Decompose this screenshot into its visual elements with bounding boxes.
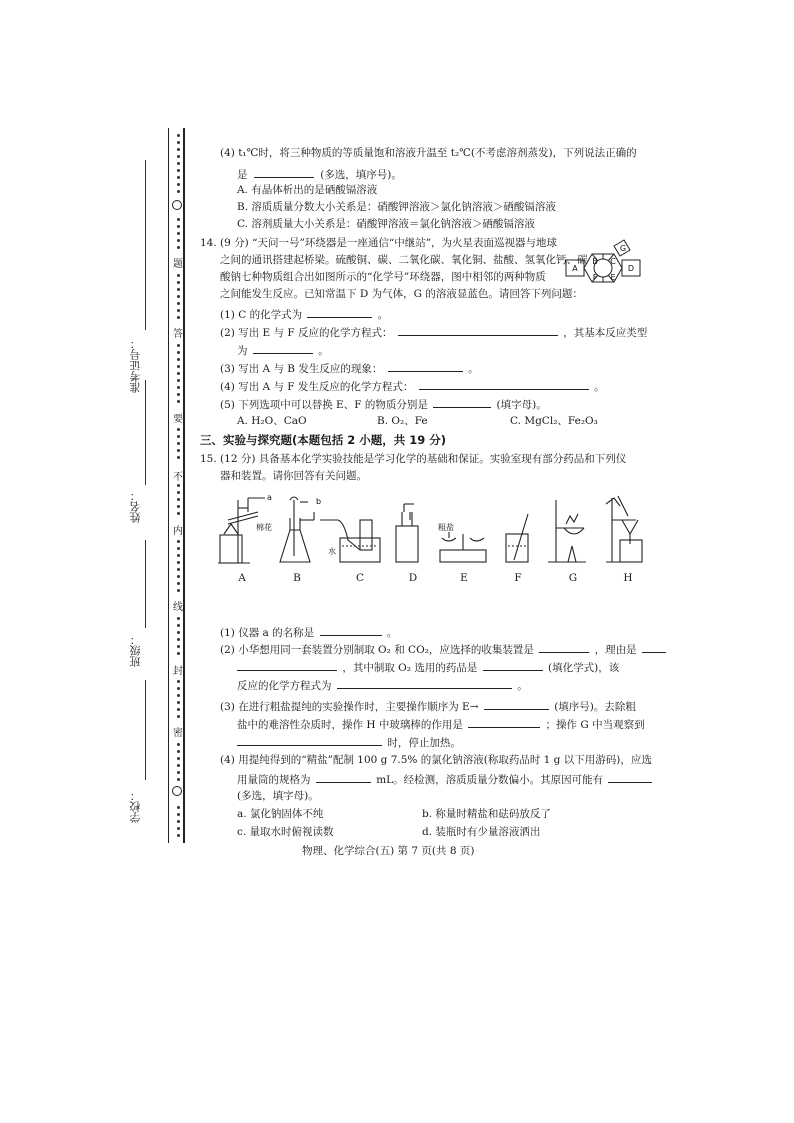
apparatus-g bbox=[548, 500, 586, 562]
seal-dot bbox=[177, 806, 180, 809]
seal-dot bbox=[177, 764, 180, 767]
seal-dot bbox=[177, 183, 180, 186]
seal-dot bbox=[177, 652, 180, 655]
q15-sub3-line3 bbox=[237, 734, 461, 750]
seal-dot bbox=[177, 547, 180, 550]
orbiter-diagram bbox=[562, 236, 644, 302]
seal-dot bbox=[177, 274, 180, 277]
seal-dot bbox=[177, 743, 180, 746]
q14-sub4-end: 。 bbox=[594, 381, 605, 393]
q15-sub2-text: (2) 小华想用同一套装置分别制取 O₂ 和 CO₂，应选择的收集装置是 bbox=[220, 644, 534, 656]
seal-dot bbox=[177, 134, 180, 137]
seal-dot bbox=[177, 449, 180, 452]
field-line-class[interactable] bbox=[145, 540, 146, 628]
apparatus-b bbox=[280, 497, 314, 562]
seal-dot bbox=[177, 757, 180, 760]
seal-dot bbox=[177, 498, 180, 501]
seal-dot bbox=[177, 827, 180, 830]
seal-dot bbox=[177, 456, 180, 459]
seal-char: 内 bbox=[173, 526, 183, 537]
apparatus-label: E bbox=[460, 572, 468, 584]
seal-circle-icon bbox=[172, 200, 182, 210]
q15-sub3-text: (3) 在进行粗盐提纯的实验操作时，主要操作顺序为 E→ bbox=[220, 701, 479, 713]
seal-dot bbox=[177, 624, 180, 627]
q14-sub2-cont bbox=[237, 342, 329, 358]
seal-dot bbox=[177, 561, 180, 564]
q15-sub2-reason-blank[interactable] bbox=[642, 641, 666, 653]
seal-dot bbox=[177, 694, 180, 697]
seal-dot bbox=[177, 589, 180, 592]
apparatus-f bbox=[506, 514, 528, 562]
section-heading: 三、实验与探究题(本题包括 2 小题，共 19 分) bbox=[200, 433, 447, 447]
seal-dot bbox=[177, 169, 180, 172]
seal-dot bbox=[177, 365, 180, 368]
q14-sub2-text: (2) 写出 E 与 F 反应的化学方程式： bbox=[220, 327, 393, 339]
diagram-label-g: G bbox=[619, 244, 627, 253]
q14-sub2-mid: ，其基本反应类型 bbox=[563, 327, 648, 339]
q15-sub4-cylinder-blank[interactable] bbox=[316, 771, 371, 783]
q15-sub2-line3 bbox=[237, 677, 528, 693]
q14-sub3-end: 。 bbox=[468, 363, 479, 375]
q15-choice-c: c. 量取水时俯视读数 bbox=[237, 826, 334, 838]
q14-sub1-end: 。 bbox=[377, 309, 389, 321]
diagram-label-d: D bbox=[627, 264, 635, 273]
seal-char: 封 bbox=[173, 666, 183, 677]
apparatus-e bbox=[440, 532, 486, 562]
q14-sub5-blank[interactable] bbox=[433, 396, 491, 408]
q15-sub3-order-blank[interactable] bbox=[484, 698, 549, 710]
q15-choice-a: a. 氯化钠固体不纯 bbox=[237, 808, 324, 820]
q15-sub2-formula-hint: (填化学式)，该 bbox=[548, 662, 620, 674]
seal-char: 要 bbox=[173, 414, 183, 425]
q14-sub3-blank[interactable] bbox=[388, 360, 463, 372]
field-line-school[interactable] bbox=[145, 680, 146, 780]
q14-sub2-type-blank[interactable] bbox=[253, 342, 313, 354]
seal-dot bbox=[177, 708, 180, 711]
q14-option-a: A. H₂O、CaO bbox=[237, 415, 307, 427]
seal-dot bbox=[177, 680, 180, 683]
q14-sub2-end: 。 bbox=[318, 345, 329, 357]
field-label-name: 姓名： bbox=[129, 490, 142, 523]
q14-sub4-blank[interactable] bbox=[419, 378, 589, 390]
q15-sub3-line1 bbox=[220, 698, 636, 714]
q15-intro-line1: 15. (12 分) 具备基本化学实验技能是学习化学的基础和保证。实验室现有部分药品和下列仪 bbox=[200, 453, 627, 465]
seal-dot bbox=[177, 701, 180, 704]
apparatus-label: H bbox=[623, 572, 633, 584]
diagram-label-f: F bbox=[592, 273, 598, 282]
seal-dot bbox=[177, 344, 180, 347]
seal-dot bbox=[177, 771, 180, 774]
seal-dot bbox=[177, 295, 180, 298]
apparatus-label: C bbox=[355, 572, 365, 584]
seal-dot bbox=[177, 435, 180, 438]
seal-dot bbox=[177, 687, 180, 690]
q15-choice-b: b. 称量时精盐和砝码放反了 bbox=[422, 808, 551, 820]
figure-label-cotton: 棉花 bbox=[256, 523, 272, 532]
seal-circle-icon bbox=[172, 786, 182, 796]
q14-stem-line1: 14. (9 分) “天问一号”环绕器是一座通信“中继站”，为火星表面巡视器与地球 bbox=[200, 237, 558, 249]
seal-dot bbox=[177, 246, 180, 249]
seal-char: 答 bbox=[173, 329, 183, 340]
q14-stem-line2: 之间的通讯搭建起桥梁。硫酸铜、碳、二氧化碳、氧化铜、盐酸、氢氧化钙、碳 bbox=[220, 254, 588, 266]
seal-dot bbox=[177, 302, 180, 305]
field-label-exam-id: 准考证号： bbox=[129, 338, 142, 393]
seal-char: 线 bbox=[173, 602, 183, 613]
q15-sub2-reagent-blank[interactable] bbox=[483, 659, 543, 671]
q14-sub5-text: (5) 下列选项中可以替换 E、F 的物质分别是 bbox=[220, 399, 428, 411]
q14-sub4 bbox=[220, 378, 605, 394]
seal-dot bbox=[177, 351, 180, 354]
seal-char: 题 bbox=[173, 259, 183, 270]
seal-dot bbox=[177, 400, 180, 403]
seal-dot bbox=[177, 281, 180, 284]
seal-dot bbox=[177, 575, 180, 578]
seal-dot bbox=[177, 540, 180, 543]
seal-dot bbox=[177, 428, 180, 431]
seal-dot bbox=[177, 617, 180, 620]
figure-label-crude-salt: 粗盐 bbox=[438, 523, 454, 532]
seal-dot bbox=[177, 442, 180, 445]
seal-dot bbox=[177, 162, 180, 165]
q14-sub4-text: (4) 写出 A 与 F 发生反应的化学方程式： bbox=[220, 381, 414, 393]
q15-sub1-blank[interactable] bbox=[320, 624, 382, 636]
q15-sub2-end: 。 bbox=[517, 680, 528, 692]
seal-dot bbox=[177, 358, 180, 361]
seal-dot bbox=[177, 645, 180, 648]
q15-choice-d: d. 装瓶时有少量溶液洒出 bbox=[422, 826, 541, 838]
q15-sub3-line2 bbox=[237, 716, 645, 732]
q14-stem-line4: 之间能发生反应。已知常温下 D 为气体，G 的溶液显蓝色。请回答下列问题： bbox=[220, 288, 583, 300]
q15-sub1-end: 。 bbox=[386, 627, 398, 639]
q14-sub3 bbox=[220, 360, 479, 376]
q13-stem-prefix: 是 bbox=[237, 169, 248, 181]
page-footer: 物理、化学综合(五) 第 7 页(共 8 页) bbox=[302, 845, 475, 857]
q15-sub3-hint: (填序号)。去除粗 bbox=[554, 701, 636, 713]
seal-dot bbox=[177, 225, 180, 228]
q13-answer-blank[interactable] bbox=[254, 166, 314, 178]
apparatus-figure bbox=[210, 490, 650, 570]
q15-sub4-line1: (4) 用提纯得到的“精盐”配制 100 g 7.5% 的氯化钠溶液(称取药品时 1 g 以下用游码)，应选 bbox=[220, 754, 652, 766]
q15-sub2-line1 bbox=[220, 641, 666, 657]
seal-dot bbox=[177, 820, 180, 823]
seal-dot bbox=[177, 505, 180, 508]
figure-label-water: 水 bbox=[328, 547, 336, 556]
q14-sub1-text: (1) C 的化学式为 bbox=[220, 309, 303, 321]
seal-dot bbox=[177, 582, 180, 585]
q13-option-a: A. 有晶体析出的是硒酸镉溶液 bbox=[237, 184, 378, 196]
q14-sub1-blank[interactable] bbox=[307, 306, 372, 318]
seal-dot bbox=[177, 190, 180, 193]
q13-stem-suffix: (多选，填序号)。 bbox=[320, 169, 402, 181]
apparatus-h bbox=[606, 496, 642, 562]
seal-dot bbox=[177, 148, 180, 151]
q15-sub4-reason-blank[interactable] bbox=[608, 771, 652, 783]
seal-char: 不 bbox=[173, 472, 183, 483]
field-label-class: 班级： bbox=[129, 634, 142, 667]
q13-option-c: C. 溶剂质量大小关系是：硝酸钾溶液＝氯化钠溶液＞硒酸镉溶液 bbox=[237, 218, 535, 230]
diagram-label-e: E bbox=[610, 273, 616, 282]
seal-dot bbox=[177, 554, 180, 557]
seal-dot bbox=[177, 218, 180, 221]
apparatus-label: G bbox=[568, 572, 578, 584]
q15-sub3-observe-label: ；操作 G 中当观察到 bbox=[545, 719, 645, 731]
q15-sub2-equation-blank[interactable] bbox=[337, 677, 512, 689]
q15-sub4-line2 bbox=[237, 771, 652, 787]
diagram-label-b: B bbox=[592, 257, 598, 266]
q15-sub2-collect-blank[interactable] bbox=[539, 641, 589, 653]
q13-stem-line1: (4) t₁℃时，将三种物质的等质量饱和溶液升温至 t₂℃(不考虑溶剂蒸发)，下列说法正确的 bbox=[220, 147, 637, 159]
diagram-label-c: C bbox=[610, 257, 616, 266]
q15-sub3-rod-label: 盐中的难溶性杂质时，操作 H 中玻璃棒的作用是 bbox=[237, 719, 463, 731]
q15-sub2-reason-blank-cont[interactable] bbox=[237, 659, 337, 671]
q15-sub3-rod-blank[interactable] bbox=[468, 716, 540, 728]
seal-dot bbox=[177, 379, 180, 382]
q15-sub1-text: (1) 仪器 a 的名称是 bbox=[220, 627, 315, 639]
q14-sub5-end: (填字母)。 bbox=[496, 399, 547, 411]
seal-dot bbox=[177, 834, 180, 837]
q15-sub1 bbox=[220, 624, 397, 640]
q13-option-b: B. 溶质质量分数大小关系是：硝酸钾溶液＞氯化钠溶液＞硒酸镉溶液 bbox=[237, 201, 556, 213]
seal-dot bbox=[177, 715, 180, 718]
q14-sub2-prefix: 为 bbox=[237, 345, 248, 357]
q15-sub3-observe-blank[interactable] bbox=[237, 734, 382, 746]
seal-dot bbox=[177, 750, 180, 753]
q14-stem-line3: 酸钠七种物质组合出如图所示的“化学号”环绕器，图中相邻的两种物质 bbox=[220, 271, 546, 283]
q15-sub2-reason-label: ，理由是 bbox=[594, 644, 637, 656]
field-label-school: 学校： bbox=[129, 790, 142, 823]
q15-sub4-cylinder-label: 用量筒的规格为 bbox=[237, 774, 311, 786]
seal-dot bbox=[177, 386, 180, 389]
apparatus-label: B bbox=[293, 572, 301, 584]
field-line-exam-id[interactable] bbox=[145, 160, 146, 330]
seal-dot bbox=[177, 393, 180, 396]
q14-sub2-blank[interactable] bbox=[398, 324, 558, 336]
seal-dot bbox=[177, 568, 180, 571]
seal-dot bbox=[177, 778, 180, 781]
seal-dot bbox=[177, 155, 180, 158]
apparatus-label: A bbox=[238, 572, 246, 584]
q15-intro-line2: 器和装置。请你回答有关问题。 bbox=[220, 470, 367, 482]
seal-char: 密 bbox=[173, 728, 183, 739]
seal-dot bbox=[177, 491, 180, 494]
seal-dot bbox=[177, 512, 180, 515]
seal-dot bbox=[177, 484, 180, 487]
figure-label-a: a bbox=[267, 493, 272, 502]
seal-dot bbox=[177, 176, 180, 179]
q15-sub3-end: 时，停止加热。 bbox=[387, 737, 461, 749]
seal-dot bbox=[177, 309, 180, 312]
q14-sub2 bbox=[220, 324, 647, 340]
seal-dot bbox=[177, 813, 180, 816]
seal-dot bbox=[177, 141, 180, 144]
q14-option-c: C. MgCl₂、Fe₂O₃ bbox=[510, 415, 598, 427]
seal-dot bbox=[177, 239, 180, 242]
q13-stem-line2 bbox=[237, 166, 402, 182]
q14-sub5 bbox=[220, 396, 547, 412]
seal-dot bbox=[177, 372, 180, 375]
seal-dot bbox=[177, 631, 180, 634]
apparatus-d bbox=[396, 504, 418, 562]
seal-dot bbox=[177, 316, 180, 319]
q14-option-b: B. O₂、Fe bbox=[377, 415, 428, 427]
figure-label-b: b bbox=[316, 497, 322, 506]
apparatus-label: F bbox=[514, 572, 522, 584]
seal-dot bbox=[177, 638, 180, 641]
q15-sub2-line2 bbox=[237, 659, 619, 675]
margin-edge-line bbox=[183, 128, 185, 843]
apparatus-label: D bbox=[408, 572, 418, 584]
q15-sub2-reagent-label: ，其中制取 O₂ 选用的药品是 bbox=[342, 662, 478, 674]
q15-sub2-equation-label: 反应的化学方程式为 bbox=[237, 680, 332, 692]
margin-inner-line bbox=[168, 128, 169, 843]
field-line-name[interactable] bbox=[145, 380, 146, 485]
q14-sub3-text: (3) 写出 A 与 B 发生反应的现象： bbox=[220, 363, 383, 375]
q15-sub4-line3: (多选，填字母)。 bbox=[237, 790, 319, 802]
q14-sub1 bbox=[220, 306, 388, 322]
diagram-label-a: A bbox=[572, 264, 578, 273]
q15-sub4-reason-label: mL。经检测，溶质质量分数偏小。其原因可能有 bbox=[376, 774, 604, 786]
seal-dot bbox=[177, 232, 180, 235]
seal-dot bbox=[177, 288, 180, 291]
